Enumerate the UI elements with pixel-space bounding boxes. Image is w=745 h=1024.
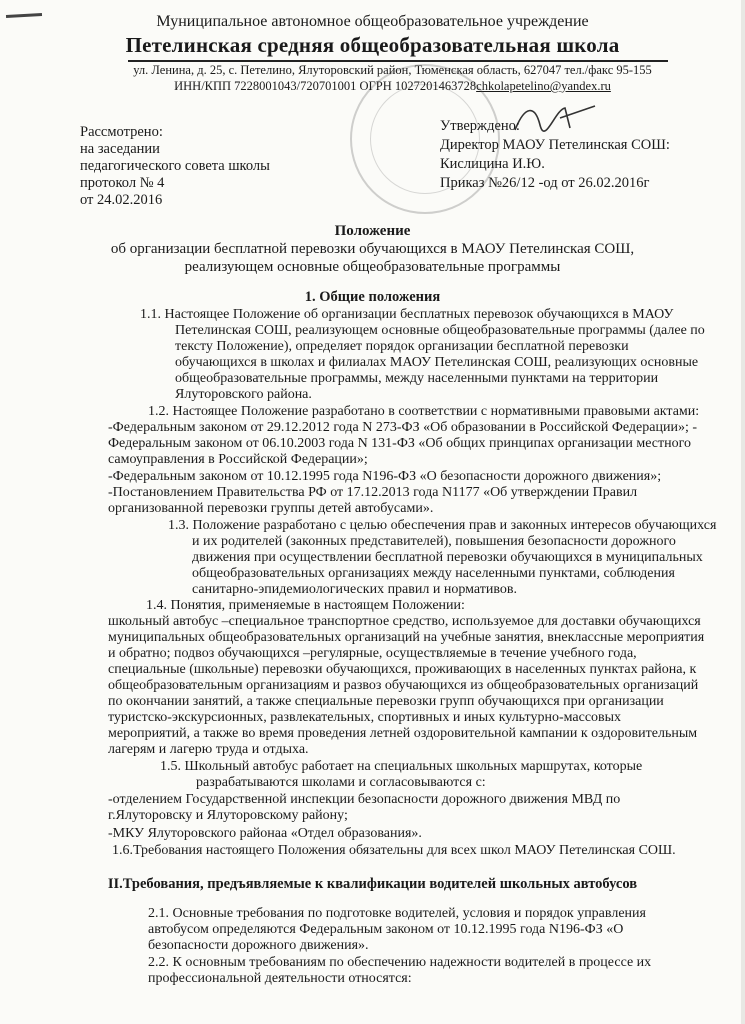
paragraph-line: и их родителей (законных представителей), повышения безопасности дорожного: [192, 534, 676, 549]
considered-protocol: протокол № 4: [80, 175, 165, 191]
considered-line: на заседании: [80, 141, 160, 157]
paragraph-line: Петелинская СОШ, реализующем основные общеобразовательные программы (далее по: [175, 323, 705, 338]
paragraph-line: автобусом определяются Федеральным законом от 10.12.1995 года N196-ФЗ «О: [148, 922, 624, 937]
title-main: Положение: [334, 223, 411, 239]
paragraph-line: муниципальных общеобразовательных организаций на учебные занятия, внеклассные мероприятия: [108, 630, 705, 645]
paragraph-line: 1.4. Понятия, применяемые в настоящем Положении:: [146, 598, 465, 613]
paragraph-line: организованной перевозки группы детей автобусами».: [108, 501, 434, 516]
paragraph-line: Федеральным законом от 06.10.2003 года N 131-ФЗ «Об общих принципах организации местного: [108, 436, 692, 451]
paragraph-line: туристско-экскурсионных, развлекательных, спортивных и иных культурно-массовых: [108, 710, 622, 725]
paragraph-line: -Федеральным законом от 29.12.2012 года N 273-ФЗ «Об образовании в Российской Федерации»; -: [108, 420, 697, 435]
approved-block: [440, 117, 670, 193]
approved-order: Приказ №26/12 -од от 26.02.2016г: [440, 175, 650, 191]
paragraph-line: обучающихся в школах и филиалах МАОУ Петелинская СОШ, реализующих основные: [175, 355, 699, 370]
approved-name: Кислицина И.Ю.: [440, 156, 545, 172]
paragraph-line: -МКУ Ялуторовского районаа «Отдел образования».: [108, 826, 422, 841]
paragraph-line: 1.3. Положение разработано с целью обеспечения прав и законных интересов обучающихся: [168, 518, 717, 533]
paragraph-line: мероприятий, а также во время проведения летней оздоровительной кампании к оздоровительным: [108, 726, 698, 741]
paragraph-line: тексту Положение), определяет порядок организации бесплатной перевозки: [175, 339, 629, 354]
paragraph-line: 1.6.Требования настоящего Положения обязательны для всех школ МАОУ Петелинская СОШ.: [112, 843, 676, 858]
section-heading: 1. Общие положения: [304, 289, 441, 305]
paragraph-line: 1.1. Настоящее Положение об организации бесплатных перевозок обучающихся в МАОУ: [140, 307, 674, 322]
considered-block: [80, 124, 270, 209]
paragraph-line: общеобразовательным организациям и развоз обучающихся из общеобразовательных организаций: [108, 678, 699, 693]
paragraph-line: Ялуторовского района.: [175, 387, 312, 402]
paragraph-line: по окончании занятий, а также специальные перевозки групп обучающихся при организации: [108, 694, 664, 709]
paragraph-line: 1.5. Школьный автобус работает на специальных школьных маршрутах, которые: [160, 759, 643, 774]
paragraph-line: разрабатываются школами и согласовываются с:: [196, 775, 486, 790]
paragraph-line: специальные (школьные) перевозки обучающихся, проживающих в населенных пунктах района, к: [108, 662, 697, 677]
paragraph-line: общеобразовательных организациях между населенными пунктами, соблюдения: [192, 566, 675, 581]
page-edge: [741, 0, 745, 1024]
paragraph-line: санитарно-эпидемиологических правил и нормативов.: [192, 582, 517, 597]
paragraph-line: 2.2. К основным требованиям по обеспечению надежности водителей в процессе их: [148, 955, 652, 970]
document-title: [0, 222, 745, 276]
approved-label: Утверждено:: [440, 118, 520, 134]
paragraph-line: г.Ялуторовску и Ялуторовскому району;: [108, 808, 348, 823]
paragraph-line: 1.2. Настоящее Положение разработано в соответствии с нормативными правовыми актами:: [148, 404, 700, 419]
considered-date: от 24.02.2016: [80, 192, 163, 208]
school-email: chkolapetelino@yandex.ru: [476, 79, 611, 93]
title-line: реализующем основные общеобразовательные программы: [184, 259, 561, 275]
paragraph-line: школьный автобус –специальное транспортное средство, используемое для доставки обучающихся: [108, 614, 701, 629]
requisites-text: ИНН/КПП 7228001043/720701001 ОГРН 1027201463728: [174, 79, 477, 93]
school-name: Петелинская средняя общеобразовательная школа: [125, 33, 620, 57]
paragraph-line: самоуправления в Российской Федерации»;: [108, 452, 368, 467]
paragraph-line: безопасности дорожного движения».: [148, 938, 369, 953]
paragraph-line: лагерям и лагерю труда и отдыха.: [108, 742, 309, 757]
paragraph-line: -Постановлением Правительства РФ от 17.12.2013 года N1177 «Об утверждении Правил: [108, 485, 638, 500]
paragraph-line: движения при осуществлении бесплатной перевозки обучающихся в муниципальных: [192, 550, 703, 565]
paragraph-line: общеобразовательные программы, между населенными пунктами на территории: [175, 371, 659, 386]
title-line: об организации бесплатной перевозки обучающихся в МАОУ Петелинская СОШ,: [110, 241, 635, 257]
paragraph-line: и обратно; подвоз обучающихся –регулярные, осуществляемые в течение учебного года,: [108, 646, 637, 661]
paragraph-line: профессиональной деятельности относятся:: [148, 971, 412, 986]
approved-director: Директор МАОУ Петелинская СОШ:: [440, 137, 670, 153]
school-address: ул. Ленина, д. 25, с. Петелино, Ялуторовский район, Тюменская область, 627047 тел./факс 95-155: [133, 63, 652, 77]
letterhead: [0, 12, 745, 58]
considered-label: Рассмотрено:: [80, 124, 163, 140]
org-type: Муниципальное автономное общеобразовательное учреждение: [156, 13, 589, 30]
paragraph-line: -отделением Государственной инспекции безопасности дорожного движения МВД по: [108, 792, 621, 807]
section-heading: II.Требования, предъявляемые к квалификации водителей школьных автобусов: [107, 876, 638, 892]
paragraph-line: 2.1. Основные требования по подготовке водителей, условия и порядок управления: [148, 906, 646, 921]
paragraph-line: -Федеральным законом от 10.12.1995 года N196-ФЗ «О безопасности дорожного движения»;: [108, 469, 662, 484]
considered-line: педагогического совета школы: [80, 158, 270, 174]
header-divider: [128, 60, 668, 62]
